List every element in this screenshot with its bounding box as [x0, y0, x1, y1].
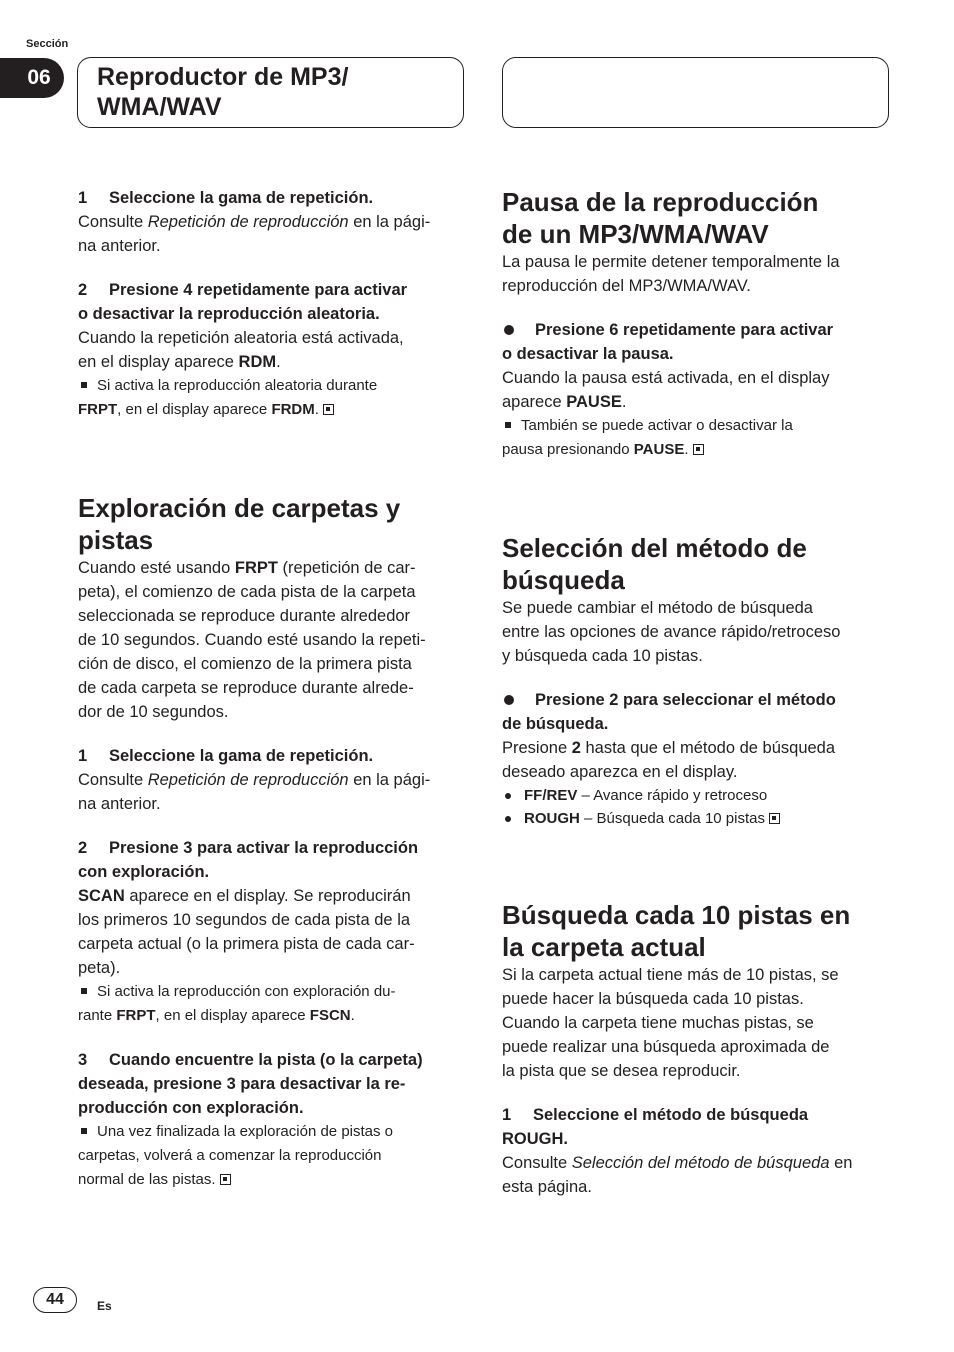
text: , en el display aparece — [155, 1007, 310, 1024]
text: peta). — [78, 959, 121, 977]
text: Se puede cambiar el método de búsqueda — [502, 599, 813, 617]
heading-line: la carpeta actual — [502, 932, 706, 962]
step-title: producción con exploración. — [78, 1099, 304, 1117]
text: . — [621, 393, 627, 411]
heading-line: Selección del método de — [502, 533, 807, 563]
bullet-dot-icon — [504, 695, 514, 705]
text: Si activa la reproducción con exploración du- — [97, 983, 396, 1000]
chapter-title — [97, 62, 348, 122]
text: rante — [78, 1007, 117, 1024]
text: Consulte — [502, 1154, 572, 1172]
text: entre las opciones de avance rápido/retroceso — [502, 623, 841, 641]
section-label: Sección — [26, 38, 69, 50]
step-title: ROUGH. — [502, 1130, 568, 1148]
text: esta página. — [502, 1178, 592, 1196]
heading-line: búsqueda — [502, 565, 625, 595]
bullet-dot-icon — [504, 325, 514, 335]
step-title: o desactivar la pausa. — [502, 345, 674, 363]
paragraph — [502, 250, 890, 298]
text: puede hacer la búsqueda cada 10 pistas. — [502, 990, 804, 1008]
section-heading — [78, 492, 466, 556]
display-indicator: FF/REV — [524, 787, 578, 804]
note — [78, 1120, 466, 1192]
display-indicator: ROUGH — [524, 810, 580, 827]
paragraph — [78, 556, 466, 724]
text: . — [314, 401, 319, 418]
section-heading — [502, 899, 890, 963]
text: Cuando la carpeta tiene muchas pistas, se — [502, 1014, 814, 1032]
text: en el display aparece — [78, 353, 239, 371]
text: Si activa la reproducción aleatoria durante — [97, 377, 378, 394]
step-title: deseada, presione 3 para desactivar la re- — [78, 1075, 406, 1093]
heading-line: Pausa de la reproducción — [502, 187, 819, 217]
paragraph — [502, 963, 890, 1083]
text: hasta que el método de búsqueda — [580, 739, 836, 757]
end-mark-icon — [693, 444, 704, 455]
note-square-icon — [81, 1128, 87, 1134]
note — [78, 374, 466, 422]
text: carpeta actual (o la primera pista de cada car- — [78, 935, 415, 953]
paragraph — [78, 884, 466, 980]
text: la pista que se desea reproducir. — [502, 1062, 741, 1080]
text: normal de las pistas. — [78, 1171, 216, 1188]
display-indicator: PAUSE — [566, 393, 622, 411]
chapter-title-line1: Reproductor de MP3/ — [97, 63, 349, 91]
note — [502, 414, 890, 462]
list-item — [502, 784, 890, 807]
step-heading — [78, 186, 466, 210]
heading-line: de un MP3/WMA/WAV — [502, 219, 769, 249]
text: ción de disco, el comienzo de la primera pista — [78, 655, 412, 673]
text: Consulte — [78, 213, 148, 231]
text: peta), el comienzo de cada pista de la carpeta — [78, 583, 416, 601]
note-square-icon — [81, 382, 87, 388]
button-name: PAUSE — [633, 441, 685, 458]
button-name: 2 — [571, 739, 581, 757]
note — [78, 980, 466, 1028]
paragraph — [78, 210, 466, 258]
text: deseado aparezca en el display. — [502, 763, 738, 781]
cross-reference: Repetición de reproducción — [147, 771, 349, 789]
display-indicator: FSCN — [309, 1007, 351, 1024]
step-title: Presione 3 para activar la reproducción — [109, 839, 419, 857]
display-indicator: FRDM — [271, 401, 315, 418]
text: Cuando la repetición aleatoria está activada, — [78, 329, 404, 347]
step-title: Presione 4 repetidamente para activar — [109, 281, 408, 299]
step-number: 1 — [78, 189, 88, 207]
text: de cada carpeta se reproduce durante alrede- — [78, 679, 414, 697]
display-indicator: FRPT — [116, 1007, 156, 1024]
step-heading — [502, 318, 890, 366]
text: Una vez finalizada la exploración de pistas o — [97, 1123, 394, 1140]
left-column — [78, 186, 466, 1192]
empty-header-box — [502, 57, 889, 128]
display-indicator: FRPT — [234, 559, 278, 577]
text: Cuando la pausa está activada, en el display — [502, 369, 830, 387]
step-number: 3 — [78, 1051, 88, 1069]
text: . — [684, 441, 689, 458]
cross-reference: Selección del método de búsqueda — [571, 1154, 830, 1172]
step-title: Seleccione el método de búsqueda — [533, 1106, 809, 1124]
page-number: 44 — [33, 1287, 77, 1313]
end-mark-icon — [769, 813, 780, 824]
end-mark-icon — [220, 1174, 231, 1185]
text: carpetas, volverá a comenzar la reproducción — [78, 1147, 382, 1164]
section-number-badge: 06 — [0, 58, 64, 98]
text: los primeros 10 segundos de cada pista de la — [78, 911, 411, 929]
step-title: de búsqueda. — [502, 715, 609, 733]
paragraph — [502, 736, 890, 784]
step-title: Seleccione la gama de repetición. — [109, 747, 374, 765]
text: . — [276, 353, 281, 371]
text: dor de 10 segundos. — [78, 703, 229, 721]
text: y búsqueda cada 10 pistas. — [502, 647, 703, 665]
text: de 10 segundos. Cuando esté usando la repeti- — [78, 631, 426, 649]
heading-line: Búsqueda cada 10 pistas en — [502, 900, 851, 930]
text: seleccionada se reproduce durante alrededor — [78, 607, 411, 625]
text: Consulte — [78, 771, 148, 789]
text: puede realizar una búsqueda aproximada de — [502, 1038, 830, 1056]
display-indicator: SCAN — [78, 887, 125, 905]
text: También se puede activar o desactivar la — [521, 417, 793, 434]
text: aparece — [502, 393, 567, 411]
text: . — [350, 1007, 355, 1024]
right-column — [502, 186, 890, 1199]
chapter-title-box — [77, 57, 464, 128]
display-indicator: FRPT — [78, 401, 118, 418]
text: , en el display aparece — [117, 401, 272, 418]
step-heading — [78, 278, 466, 326]
text: Si la carpeta actual tiene más de 10 pistas, se — [502, 966, 839, 984]
step-number: 1 — [78, 747, 88, 765]
paragraph — [502, 1151, 890, 1199]
step-heading — [502, 688, 890, 736]
step-title: con exploración. — [78, 863, 210, 881]
text: na anterior. — [78, 237, 161, 255]
step-heading — [78, 744, 466, 768]
paragraph — [502, 596, 890, 668]
text: pausa presionando — [502, 441, 634, 458]
text: – Búsqueda cada 10 pistas — [579, 810, 765, 827]
text: – Avance rápido y retroceso — [577, 787, 768, 804]
step-title: o desactivar la reproducción aleatoria. — [78, 305, 380, 323]
end-mark-icon — [323, 404, 334, 415]
text: Cuando esté usando — [78, 559, 235, 577]
step-title: Cuando encuentre la pista (o la carpeta) — [109, 1051, 423, 1069]
text: aparece en el display. Se reproducirán — [124, 887, 411, 905]
paragraph — [78, 326, 466, 374]
text: Presione — [502, 739, 572, 757]
text: (repetición de car- — [277, 559, 416, 577]
list-item — [502, 807, 890, 830]
step-heading — [78, 1048, 466, 1120]
step-number: 2 — [78, 281, 88, 299]
section-heading — [502, 186, 890, 250]
language-code: Es — [97, 1299, 112, 1313]
display-indicator: RDM — [238, 353, 277, 371]
section-heading — [502, 532, 890, 596]
text: La pausa le permite detener temporalmente la — [502, 253, 840, 271]
text: reproducción del MP3/WMA/WAV. — [502, 277, 751, 295]
step-title: Presione 6 repetidamente para activar — [535, 321, 834, 339]
cross-reference: Repetición de reproducción — [147, 213, 349, 231]
step-title: Seleccione la gama de repetición. — [109, 189, 374, 207]
chapter-title-line2: WMA/WAV — [97, 93, 222, 121]
step-number: 2 — [78, 839, 88, 857]
step-heading — [78, 836, 466, 884]
step-title: Presione 2 para seleccionar el método — [535, 691, 836, 709]
paragraph — [502, 366, 890, 414]
note-square-icon — [505, 422, 511, 428]
step-heading — [502, 1103, 890, 1151]
heading-line: Exploración de carpetas y — [78, 493, 401, 523]
text: en — [829, 1154, 853, 1172]
paragraph — [78, 768, 466, 816]
text: en la pági- — [348, 213, 431, 231]
text: na anterior. — [78, 795, 161, 813]
heading-line: pistas — [78, 525, 154, 555]
note-square-icon — [81, 988, 87, 994]
text: en la pági- — [348, 771, 431, 789]
step-number: 1 — [502, 1106, 512, 1124]
